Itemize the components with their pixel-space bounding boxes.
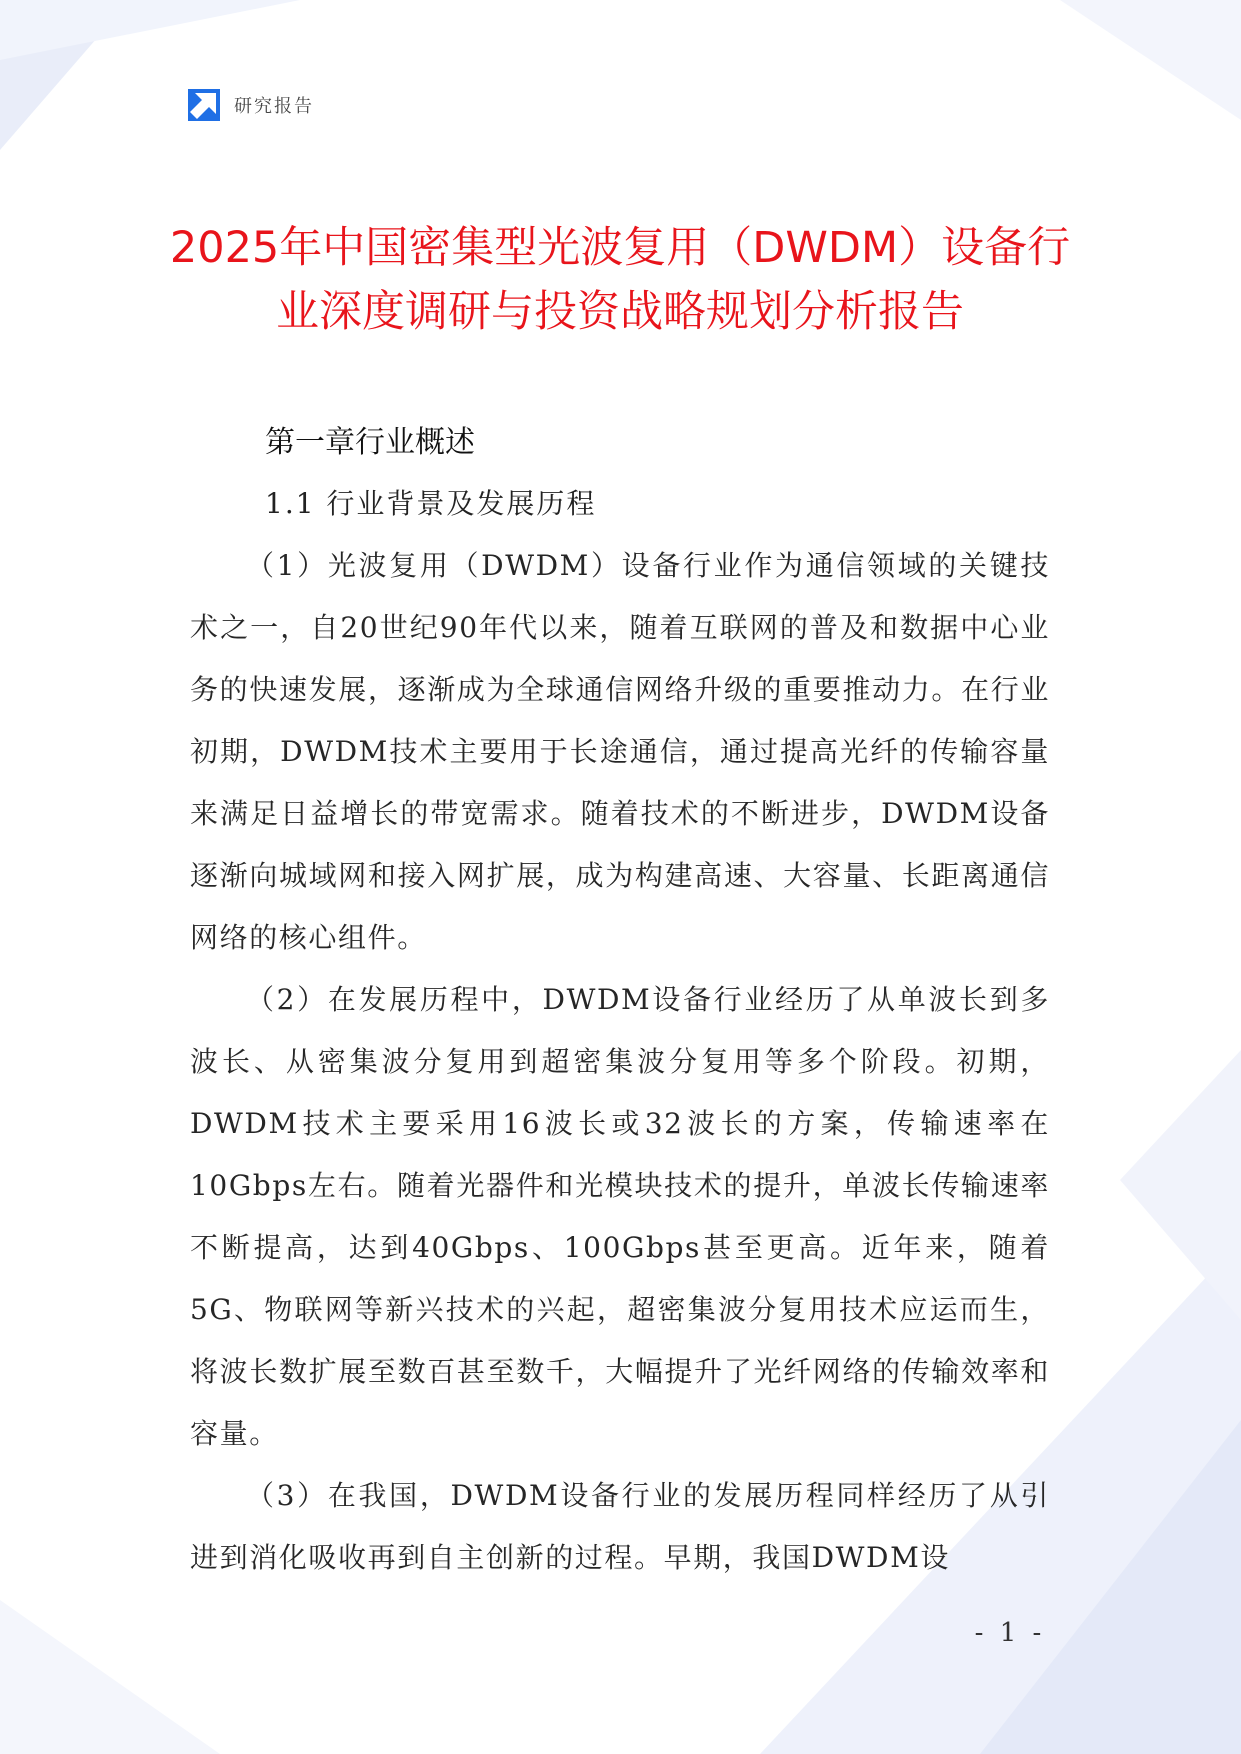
page-number: - 1 - [974,1618,1046,1648]
paragraph-2: （2）在发展历程中，DWDM设备行业经历了从单波长到多波长、从密集波分复用到超密集波分复用等多个阶段。初期，DWDM技术主要采用16波长或32波长的方案，传输速率在10Gbps左右。随着光器件和光模块技术的提升，单波长传输速率不断提高，达到40Gbps、100Gbps甚至更高。近年来，随着5G、物联网等新兴技术的兴起，超密集波分复用技术应运而生，将波长数扩展至数百甚至数千，大幅提升了光纤网络的传输效率和容量。 [190,983,1050,1450]
document-title [150,216,1090,344]
chapter-heading: 第一章行业概述 [265,425,475,460]
body-text [190,535,1050,1589]
section-heading: 1.1 行业背景及发展历程 [265,487,597,520]
title-line-2: 业深度调研与投资战略规划分析报告 [276,287,964,337]
arrow-up-right-icon [188,89,220,121]
title-line-1: 2025年中国密集型光波复用（DWDM）设备行 [169,223,1071,273]
header-label: 研究报告 [234,96,314,117]
paragraph-3: （3）在我国，DWDM设备行业的发展历程同样经历了从引进到消化吸收再到自主创新的过程。早期，我国DWDM设 [190,1479,1050,1574]
report-header [188,88,314,122]
paragraph-1: （1）光波复用（DWDM）设备行业作为通信领域的关键技术之一，自20世纪90年代以来，随着互联网的普及和数据中心业务的快速发展，逐渐成为全球通信网络升级的重要推动力。在行业初期，DWDM技术主要用于长途通信，通过提高光纤的传输容量来满足日益增长的带宽需求。随着技术的不断进步，DWDM设备逐渐向城域网和接入网扩展，成为构建高速、大容量、长距离通信网络的核心组件。 [190,549,1050,954]
